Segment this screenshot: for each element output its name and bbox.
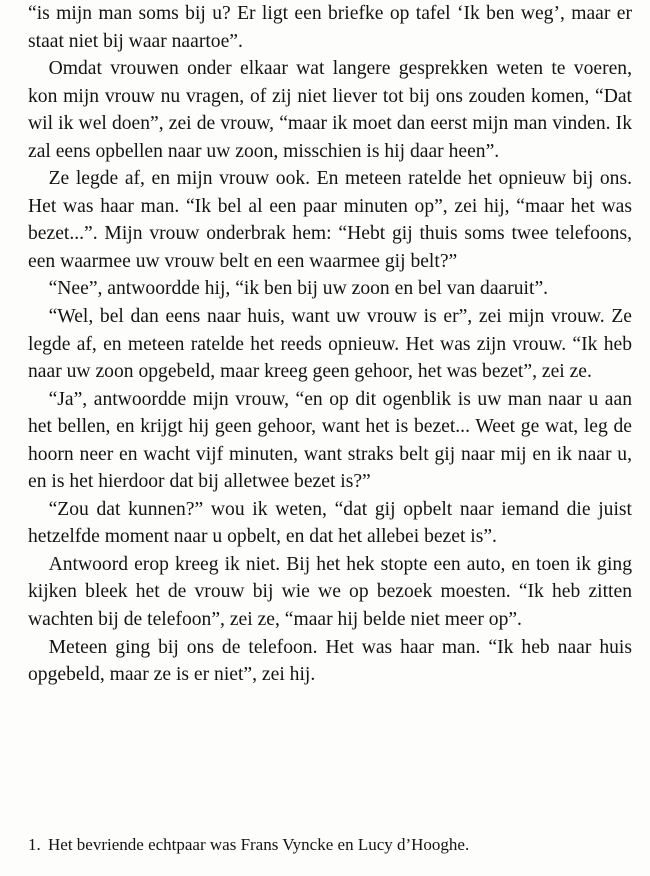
paragraph: “Ja”, antwoordde mijn vrouw, “en op dit ogenblik is uw man naar u aan het bellen, en krijgt hij geen gehoor, want het is bezet... Weet ge wat, leg de hoorn neer en wacht vijf minuten, want straks belt gij naar mij en ik naar u, en is het hierdoor dat bij alletwee bezet is?”: [28, 388, 632, 493]
paragraph: “Nee”, antwoordde hij, “ik ben bij uw zoon en bel van daaruit”.: [48, 278, 549, 300]
paragraph: “Zou dat kunnen?” wou ik weten, “dat gij opbelt naar iemand die juist hetzelfde moment naar u opbelt, en dat het allebei bezet is”.: [28, 498, 632, 548]
body-text: [28, 0, 632, 689]
paragraph: “is mijn man soms bij u? Er ligt een briefke op tafel ‘Ik ben weg’, maar er staat niet bij waar naartoe”.: [28, 3, 632, 52]
paragraph: Meteen ging bij ons de telefoon. Het was haar man. “Ik heb naar huis opgebeld, maar ze is er niet”, zei hij.: [28, 636, 632, 686]
footnote: [28, 833, 632, 857]
paragraph: Antwoord erop kreeg ik niet. Bij het hek stopte een auto, en toen ik ging kijken bleek het de vrouw bij wie we op bezoek moesten. “Ik heb zitten wachten bij de telefoon”, zei ze, “maar hij belde niet meer op”.: [28, 553, 632, 631]
paragraph: Ze legde af, en mijn vrouw ook. En meteen ratelde het opnieuw bij ons. Het was haar man. “Ik bel al een paar minuten op”, zei hij, “maar het was bezet...”. Mijn vrouw onderbrak hem: “Hebt gij thuis soms twee telefoons, een waarmee uw vrouw belt en een waarmee gij belt?”: [28, 168, 632, 272]
footnote-number: 1.: [28, 835, 41, 854]
paragraph: Omdat vrouwen onder elkaar wat langere gesprekken weten te voeren, kon mijn vrouw nu vragen, of zij niet liever tot bij ons zouden komen, “Dat wil ik wel doen”, zei de vrouw, “maar ik moet dan eerst mijn man vinden. Ik zal eens opbellen naar uw zoon, misschien is hij daar heen”.: [28, 58, 632, 162]
footnote-text: Het bevriende echtpaar was Frans Vyncke en Lucy d’Hooghe.: [48, 835, 470, 854]
paragraph: “Wel, bel dan eens naar huis, want uw vrouw is er”, zei mijn vrouw. Ze legde af, en meteen ratelde het reeds opnieuw. Het was zijn vrouw. “Ik heb naar uw zoon opgebeld, maar kreeg geen gehoor, het was bezet”, zei ze.: [28, 306, 632, 383]
